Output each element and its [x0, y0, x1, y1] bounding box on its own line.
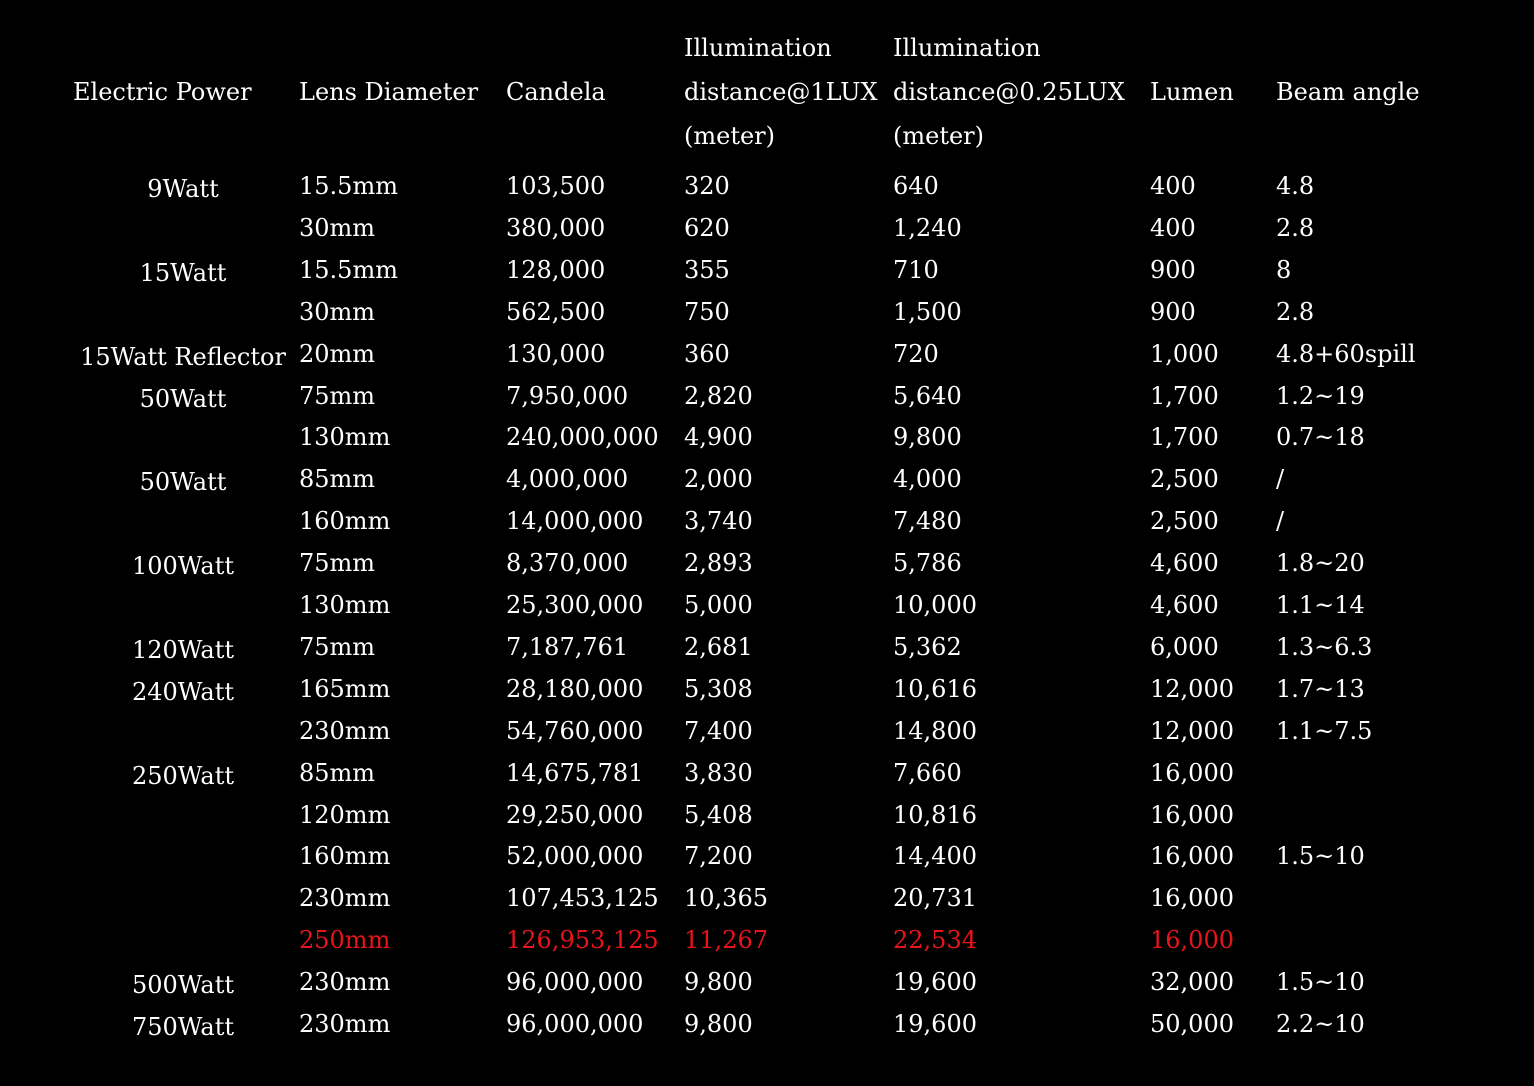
cell-electric-power: 120Watt — [132, 636, 234, 664]
cell-distance-025lux: 20,731 — [893, 884, 977, 912]
cell-beam-angle: / — [1276, 465, 1285, 493]
cell-beam-angle: 1.2~19 — [1276, 382, 1365, 410]
cell-candela: 126,953,125 — [506, 926, 659, 954]
cell-distance-1lux: 620 — [684, 214, 730, 242]
cell-distance-1lux: 320 — [684, 172, 730, 200]
cell-distance-1lux: 11,267 — [684, 926, 768, 954]
cell-candela: 240,000,000 — [506, 423, 659, 451]
cell-lens-diameter: 120mm — [299, 801, 391, 829]
cell-electric-power: 100Watt — [132, 552, 234, 580]
cell-distance-025lux: 5,362 — [893, 633, 962, 661]
cell-beam-angle: / — [1276, 507, 1285, 535]
header-candela: Candela — [506, 78, 606, 106]
cell-lumen: 16,000 — [1150, 842, 1234, 870]
cell-distance-1lux: 9,800 — [684, 1010, 753, 1038]
header-illum-025lux — [893, 26, 1125, 158]
cell-lens-diameter: 15.5mm — [299, 172, 398, 200]
cell-electric-power: 250Watt — [132, 762, 234, 790]
cell-electric-power: 500Watt — [132, 971, 234, 999]
cell-lumen: 900 — [1150, 298, 1196, 326]
cell-beam-angle: 2.8 — [1276, 214, 1315, 242]
cell-lumen: 1,700 — [1150, 382, 1219, 410]
cell-lumen: 1,700 — [1150, 423, 1219, 451]
cell-distance-1lux: 10,365 — [684, 884, 768, 912]
cell-electric-power: 50Watt — [139, 385, 227, 413]
cell-distance-025lux: 14,400 — [893, 842, 977, 870]
cell-lens-diameter: 250mm — [299, 926, 391, 954]
cell-lens-diameter: 20mm — [299, 340, 376, 368]
cell-distance-1lux: 5,000 — [684, 591, 753, 619]
cell-candela: 7,187,761 — [506, 633, 629, 661]
cell-distance-1lux: 7,400 — [684, 717, 753, 745]
cell-lens-diameter: 130mm — [299, 591, 391, 619]
cell-lens-diameter: 230mm — [299, 717, 391, 745]
cell-lens-diameter: 30mm — [299, 214, 376, 242]
cell-distance-1lux: 2,820 — [684, 382, 753, 410]
cell-distance-025lux: 10,816 — [893, 801, 977, 829]
cell-lens-diameter: 160mm — [299, 842, 391, 870]
cell-candela: 380,000 — [506, 214, 606, 242]
cell-distance-1lux: 9,800 — [684, 968, 753, 996]
cell-lumen: 32,000 — [1150, 968, 1234, 996]
header-illum-025lux-line3: (meter) — [893, 122, 985, 150]
cell-beam-angle: 8 — [1276, 256, 1292, 284]
cell-electric-power: 750Watt — [132, 1013, 234, 1041]
cell-lumen: 16,000 — [1150, 801, 1234, 829]
cell-distance-025lux: 10,000 — [893, 591, 977, 619]
header-lumen: Lumen — [1150, 78, 1234, 106]
cell-lens-diameter: 230mm — [299, 968, 391, 996]
cell-lumen: 12,000 — [1150, 717, 1234, 745]
cell-beam-angle: 0.7~18 — [1276, 423, 1365, 451]
cell-candela: 128,000 — [506, 256, 606, 284]
cell-distance-025lux: 710 — [893, 256, 939, 284]
cell-lens-diameter: 230mm — [299, 884, 391, 912]
cell-candela: 562,500 — [506, 298, 606, 326]
cell-candela: 96,000,000 — [506, 1010, 644, 1038]
cell-distance-025lux: 10,616 — [893, 675, 977, 703]
header-illum-1lux — [684, 26, 878, 158]
cell-lumen: 16,000 — [1150, 884, 1234, 912]
cell-lens-diameter: 230mm — [299, 1010, 391, 1038]
cell-beam-angle: 1.1~14 — [1276, 591, 1365, 619]
cell-distance-1lux: 4,900 — [684, 423, 753, 451]
cell-candela: 29,250,000 — [506, 801, 644, 829]
cell-lumen: 4,600 — [1150, 549, 1219, 577]
cell-lumen: 400 — [1150, 214, 1196, 242]
cell-beam-angle: 1.7~13 — [1276, 675, 1365, 703]
cell-beam-angle: 4.8+60spill — [1276, 340, 1416, 368]
cell-beam-angle: 2.8 — [1276, 298, 1315, 326]
cell-distance-025lux: 19,600 — [893, 968, 977, 996]
cell-distance-1lux: 750 — [684, 298, 730, 326]
cell-distance-1lux: 2,893 — [684, 549, 753, 577]
cell-beam-angle: 1.5~10 — [1276, 968, 1365, 996]
cell-beam-angle: 1.3~6.3 — [1276, 633, 1373, 661]
cell-distance-1lux: 5,408 — [684, 801, 753, 829]
cell-distance-1lux: 3,830 — [684, 759, 753, 787]
cell-lumen: 50,000 — [1150, 1010, 1234, 1038]
cell-lens-diameter: 165mm — [299, 675, 391, 703]
header-illum-1lux-line1: Illumination — [684, 34, 832, 62]
cell-distance-1lux: 3,740 — [684, 507, 753, 535]
cell-distance-025lux: 5,640 — [893, 382, 962, 410]
cell-beam-angle: 1.1~7.5 — [1276, 717, 1373, 745]
cell-lens-diameter: 85mm — [299, 759, 376, 787]
cell-beam-angle: 2.2~10 — [1276, 1010, 1365, 1038]
cell-lumen: 12,000 — [1150, 675, 1234, 703]
cell-candela: 96,000,000 — [506, 968, 644, 996]
header-illum-025lux-line1: Illumination — [893, 34, 1041, 62]
cell-distance-025lux: 22,534 — [893, 926, 977, 954]
cell-lumen: 16,000 — [1150, 926, 1234, 954]
cell-lens-diameter: 130mm — [299, 423, 391, 451]
cell-beam-angle: 1.5~10 — [1276, 842, 1365, 870]
cell-lumen: 1,000 — [1150, 340, 1219, 368]
cell-distance-1lux: 360 — [684, 340, 730, 368]
cell-candela: 103,500 — [506, 172, 606, 200]
cell-beam-angle: 4.8 — [1276, 172, 1315, 200]
cell-candela: 8,370,000 — [506, 549, 629, 577]
cell-distance-025lux: 720 — [893, 340, 939, 368]
cell-lens-diameter: 75mm — [299, 382, 376, 410]
cell-candela: 130,000 — [506, 340, 606, 368]
cell-lens-diameter: 75mm — [299, 549, 376, 577]
cell-candela: 54,760,000 — [506, 717, 644, 745]
header-illum-025lux-line2: distance@0.25LUX — [893, 78, 1125, 106]
cell-beam-angle: 1.8~20 — [1276, 549, 1365, 577]
header-electric-power: Electric Power — [73, 78, 252, 106]
cell-lumen: 400 — [1150, 172, 1196, 200]
cell-lumen: 6,000 — [1150, 633, 1219, 661]
cell-electric-power: 15Watt — [139, 259, 227, 287]
cell-distance-1lux: 5,308 — [684, 675, 753, 703]
cell-lens-diameter: 85mm — [299, 465, 376, 493]
cell-lumen: 4,600 — [1150, 591, 1219, 619]
cell-lens-diameter: 160mm — [299, 507, 391, 535]
cell-lens-diameter: 75mm — [299, 633, 376, 661]
cell-distance-025lux: 1,240 — [893, 214, 962, 242]
cell-distance-025lux: 640 — [893, 172, 939, 200]
cell-lumen: 2,500 — [1150, 465, 1219, 493]
cell-electric-power: 15Watt Reflector — [80, 343, 286, 371]
cell-electric-power: 50Watt — [139, 468, 227, 496]
cell-distance-025lux: 7,660 — [893, 759, 962, 787]
cell-candela: 28,180,000 — [506, 675, 644, 703]
cell-candela: 25,300,000 — [506, 591, 644, 619]
header-beam-angle: Beam angle — [1276, 78, 1420, 106]
header-illum-1lux-line2: distance@1LUX — [684, 78, 878, 106]
cell-lumen: 2,500 — [1150, 507, 1219, 535]
cell-distance-1lux: 7,200 — [684, 842, 753, 870]
cell-candela: 52,000,000 — [506, 842, 644, 870]
cell-distance-025lux: 7,480 — [893, 507, 962, 535]
cell-electric-power: 9Watt — [147, 175, 219, 203]
header-lens-diameter: Lens Diameter — [299, 78, 479, 106]
cell-candela: 7,950,000 — [506, 382, 629, 410]
cell-electric-power: 240Watt — [132, 678, 234, 706]
cell-candela: 14,000,000 — [506, 507, 644, 535]
cell-lens-diameter: 15.5mm — [299, 256, 398, 284]
cell-candela: 107,453,125 — [506, 884, 659, 912]
cell-distance-1lux: 2,681 — [684, 633, 753, 661]
cell-distance-1lux: 2,000 — [684, 465, 753, 493]
cell-distance-025lux: 9,800 — [893, 423, 962, 451]
cell-candela: 14,675,781 — [506, 759, 644, 787]
cell-candela: 4,000,000 — [506, 465, 629, 493]
cell-lens-diameter: 30mm — [299, 298, 376, 326]
cell-distance-025lux: 5,786 — [893, 549, 962, 577]
cell-distance-025lux: 19,600 — [893, 1010, 977, 1038]
cell-distance-025lux: 14,800 — [893, 717, 977, 745]
cell-distance-025lux: 4,000 — [893, 465, 962, 493]
cell-distance-1lux: 355 — [684, 256, 730, 284]
cell-lumen: 16,000 — [1150, 759, 1234, 787]
cell-distance-025lux: 1,500 — [893, 298, 962, 326]
header-illum-1lux-line3: (meter) — [684, 122, 776, 150]
cell-lumen: 900 — [1150, 256, 1196, 284]
